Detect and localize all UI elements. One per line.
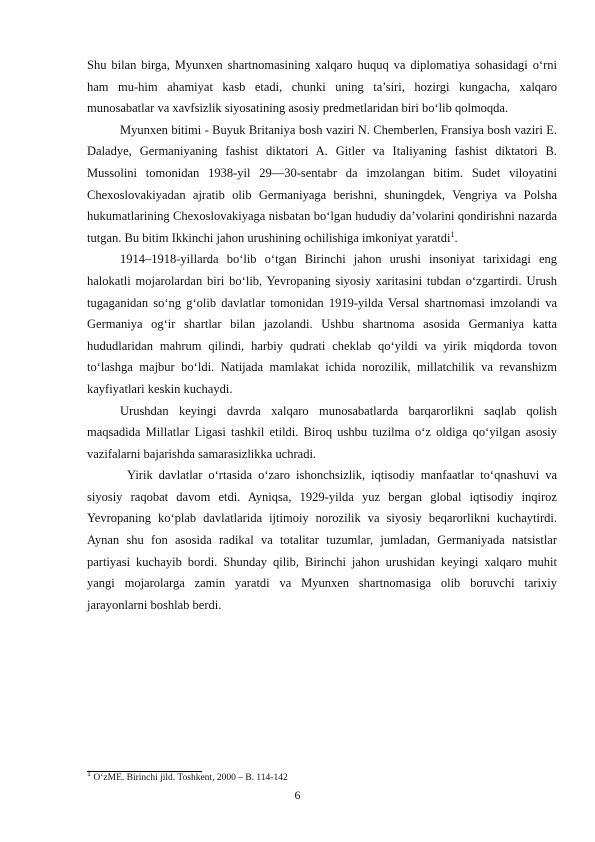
paragraph-4: Urushdan keyingi davrda xalqaro munosabatlarda barqarorlikni saqlab qolish maqsadida Millatlar Ligasi tashkil etildi. Biroq ushbu tuzilma o‘z oldiga qo‘yilgan asosiy vazifalarni bajarishda samarasizlikka uchradi. xyxy=(87,403,557,461)
paragraph-2-text: Myunxen bitimi - Buyuk Britaniya bosh vaziri N. Chemberlen, Fransiya bosh vaziri E. Daladye, Germaniyaning fashist diktatori A. Gitler va Italiyaning fashist diktatori B. Mussolini tomonidan 1938-yil 29—30-sentabr da imzolangan bitim. Sudet viloyatini Chexoslovakiyadan ajratib olib Germaniyaga berishni, shuningdek, Vengriya va Polsha hukumatlarining Chexoslovakiyaga nisbatan bo‘lgan hududiy da’volarini qondirishni nazarda tutgan. Bu bitim Ikkinchi jahon urushining ochilishiga imkoniyat yaratdi xyxy=(87,122,557,245)
paragraph-1: Shu bilan birga, Myunxen shartnomasining xalqaro huquq va diplomatiya sohasidagi o‘rni ham mu-him ahamiyat kasb etadi, chunki uning ta’siri, hozirgi kungacha, xalqaro munosabatlar va xavfsizlik siyosatining asosiy predmetlaridan biri bo‘lib qolmoqda. xyxy=(87,58,557,116)
page-number: 6 xyxy=(294,788,301,802)
footnote-divider xyxy=(87,771,202,772)
paragraph-2-end: . xyxy=(454,230,458,245)
paragraph-5: Yirik davlatlar o‘rtasida o‘zaro ishonchsizlik, iqtisodiy manfaatlar to‘qnashuvi va siyosiy raqobat davom etdi. Ayniqsa, 1929-yilda yuz bergan global iqtisodiy inqiroz Yevropaning ko‘plab davlatlarida ijtimoiy norozilik va siyosiy beqarorlikni kuchaytirdi. Aynan shu fon asosida radikal va totalitar tuzumlar, jumladan, Germaniyada natsistlar partiyasi kuchayib bordi. Shunday qilib, Birinchi jahon urushidan keyingi xalqaro muhit yangi mojarolarga zamin yaratdi va Myunxen shartnomasiga olib boruvchi tarixiy jarayonlarni boshlab berdi. xyxy=(87,468,557,612)
footnote-text: O‘zME. Birinchi jild. Toshkent, 2000 – B. 114-142 xyxy=(93,773,288,783)
footnote-number: 1 xyxy=(87,768,91,778)
footnote-reference[interactable]: 1 xyxy=(450,229,455,239)
paragraph-3: 1914–1918-yillarda bo‘lib o‘tgan Birinchi jahon urushi insoniyat tarixidagi eng halokatli mojarolardan biri bo‘lib, Yevropaning siyosiy xaritasini tubdan o‘zgartirdi. Urush tugaganidan so‘ng g‘olib davlatlar tomonidan 1919-yilda Versal shartnomasi imzolandi va Germaniya og‘ir shartlar bilan jazolandi. Ushbu shartnoma asosida Germaniya katta hududlaridan mahrum qilindi, harbiy qudrati cheklab qo‘yildi va yirik miqdorda tovon to‘lashga majbur bo‘ldi. Natijada mamlakat ichida norozilik, millatchilik va revanshizm kayfiyatlari keskin kuchaydi. xyxy=(87,252,557,396)
document-body xyxy=(87,55,557,616)
paragraph-2 xyxy=(87,120,557,250)
footnote xyxy=(87,768,557,783)
